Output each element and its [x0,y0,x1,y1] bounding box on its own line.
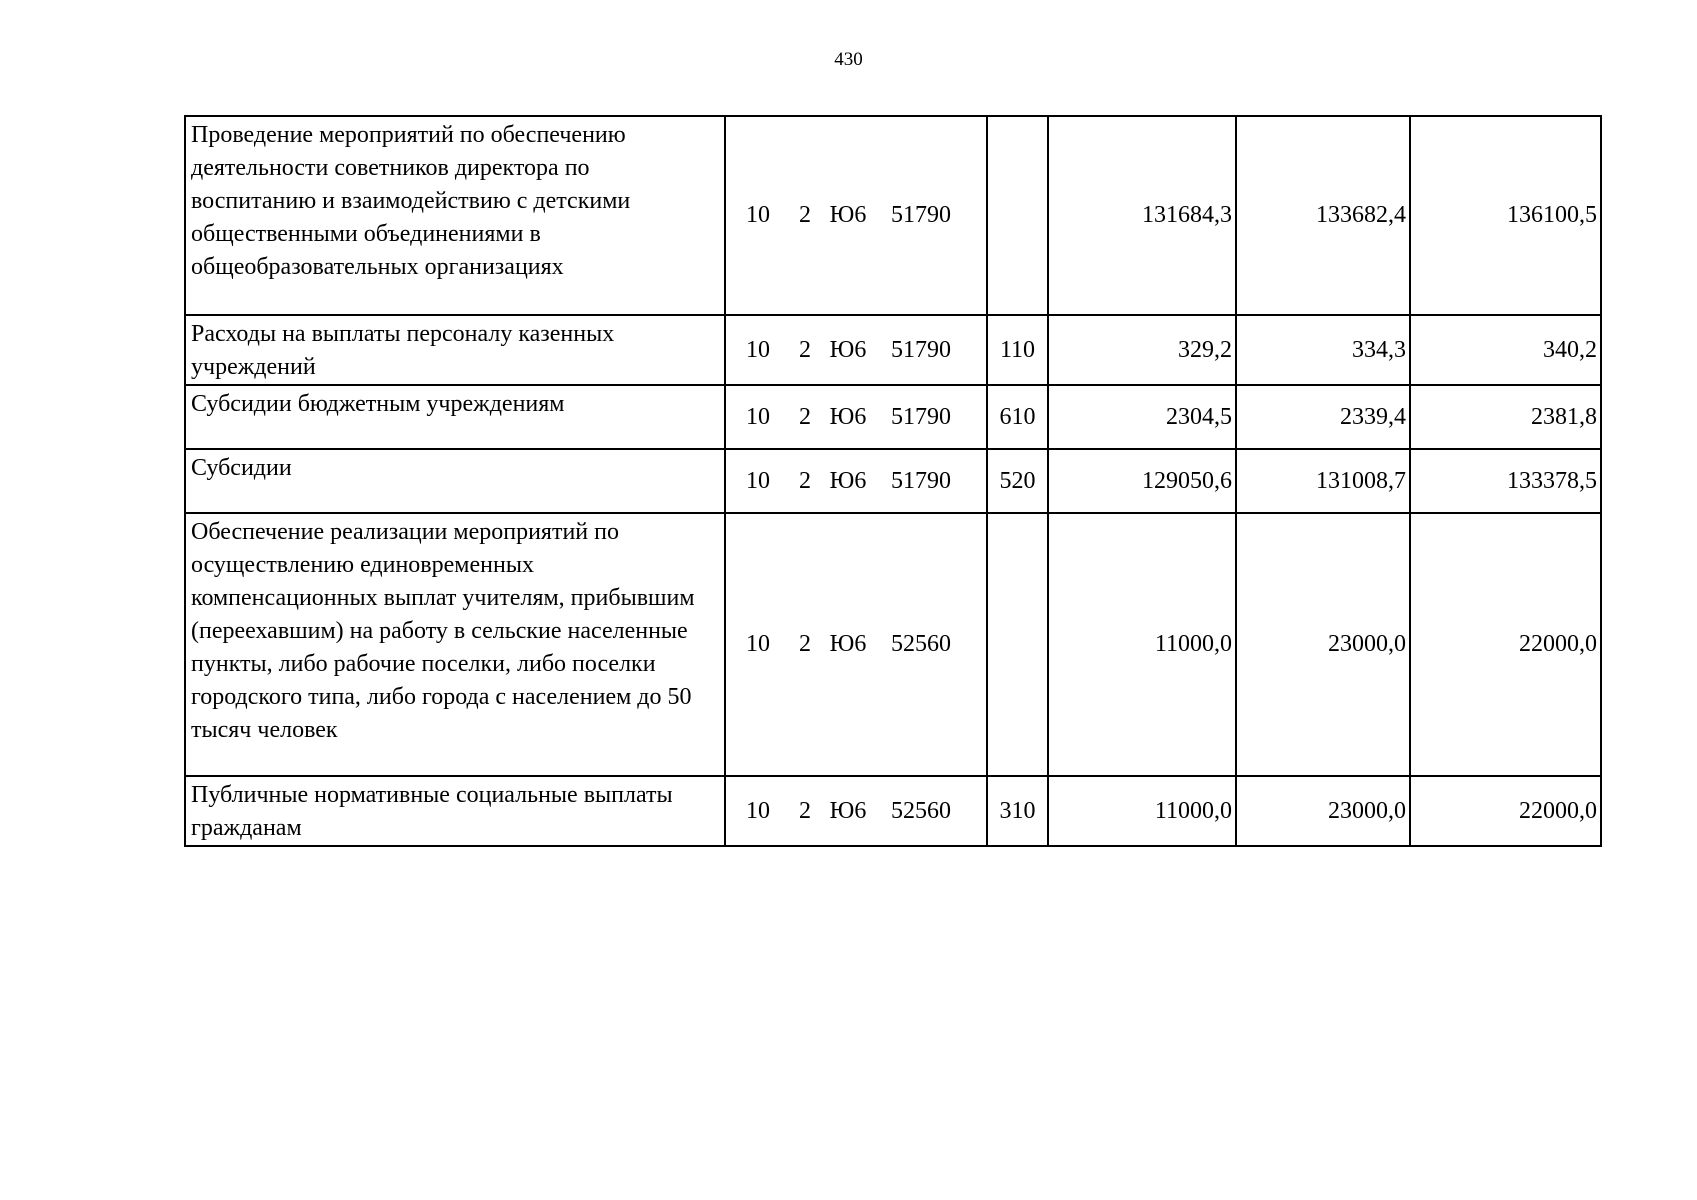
program-code: Ю6 [829,336,867,363]
expense-type-code: 520 [987,449,1048,513]
row-codes [725,116,987,315]
table-row [185,315,1601,385]
row-name: Субсидии [185,449,725,513]
expense-type-code [987,513,1048,776]
amount-year-2: 133682,4 [1236,116,1410,315]
amount-year-2: 2339,4 [1236,385,1410,449]
table-row [185,776,1601,846]
row-name: Расходы на выплаты персоналу казенных учреждений [185,315,725,385]
amount-year-1: 329,2 [1048,315,1236,385]
podrazdel-code: 2 [799,202,811,228]
razdel-code: 10 [746,631,770,657]
expense-type-code: 310 [987,776,1048,846]
program-code: Ю6 [829,202,867,228]
expense-type-code: 110 [987,315,1048,385]
podrazdel-code: 2 [799,467,811,494]
budget-table [184,115,1602,847]
expense-type-code [987,116,1048,315]
row-name: Обеспечение реализации мероприятий по осуществлению единовременных компенсационных выплат учителям, прибывшим (переехавшим) на работу в сельские населенные пункты, либо рабочие поселки, либо поселки городского типа, либо города с населением до 50 тысяч человек [185,513,725,776]
amount-year-3: 340,2 [1410,315,1601,385]
table-row [185,513,1601,776]
expense-type-code: 610 [987,385,1048,449]
podrazdel-code: 2 [799,336,811,363]
amount-year-2: 131008,7 [1236,449,1410,513]
row-codes [725,513,987,776]
razdel-code: 10 [746,797,770,824]
amount-year-1: 2304,5 [1048,385,1236,449]
table-row [185,449,1601,513]
amount-year-2: 23000,0 [1236,513,1410,776]
direction-code: 51790 [891,202,951,228]
amount-year-1: 11000,0 [1048,513,1236,776]
razdel-code: 10 [746,403,770,430]
razdel-code: 10 [746,467,770,494]
table-row [185,116,1601,315]
row-name: Публичные нормативные социальные выплаты гражданам [185,776,725,846]
amount-year-2: 334,3 [1236,315,1410,385]
direction-code: 51790 [891,336,951,363]
amount-year-1: 131684,3 [1048,116,1236,315]
row-codes [725,776,987,846]
podrazdel-code: 2 [799,631,811,657]
row-codes [725,449,987,513]
amount-year-3: 136100,5 [1410,116,1601,315]
amount-year-3: 2381,8 [1410,385,1601,449]
amount-year-1: 11000,0 [1048,776,1236,846]
podrazdel-code: 2 [799,403,811,430]
amount-year-3: 22000,0 [1410,776,1601,846]
amount-year-1: 129050,6 [1048,449,1236,513]
program-code: Ю6 [829,467,867,494]
program-code: Ю6 [829,631,867,657]
table-row [185,385,1601,449]
amount-year-3: 22000,0 [1410,513,1601,776]
row-codes [725,385,987,449]
direction-code: 52560 [891,797,951,824]
row-codes [725,315,987,385]
direction-code: 51790 [891,403,951,430]
podrazdel-code: 2 [799,797,811,824]
program-code: Ю6 [829,797,867,824]
direction-code: 51790 [891,467,951,494]
razdel-code: 10 [746,336,770,363]
direction-code: 52560 [891,631,951,657]
row-name: Субсидии бюджетным учреждениям [185,385,725,449]
page-number: 430 [834,49,863,70]
amount-year-2: 23000,0 [1236,776,1410,846]
amount-year-3: 133378,5 [1410,449,1601,513]
program-code: Ю6 [829,403,867,430]
razdel-code: 10 [746,202,770,228]
row-name: Проведение мероприятий по обеспечению деятельности советников директора по воспитанию и взаимодействию с детскими общественными объединениями в общеобразовательных организациях [185,116,725,315]
